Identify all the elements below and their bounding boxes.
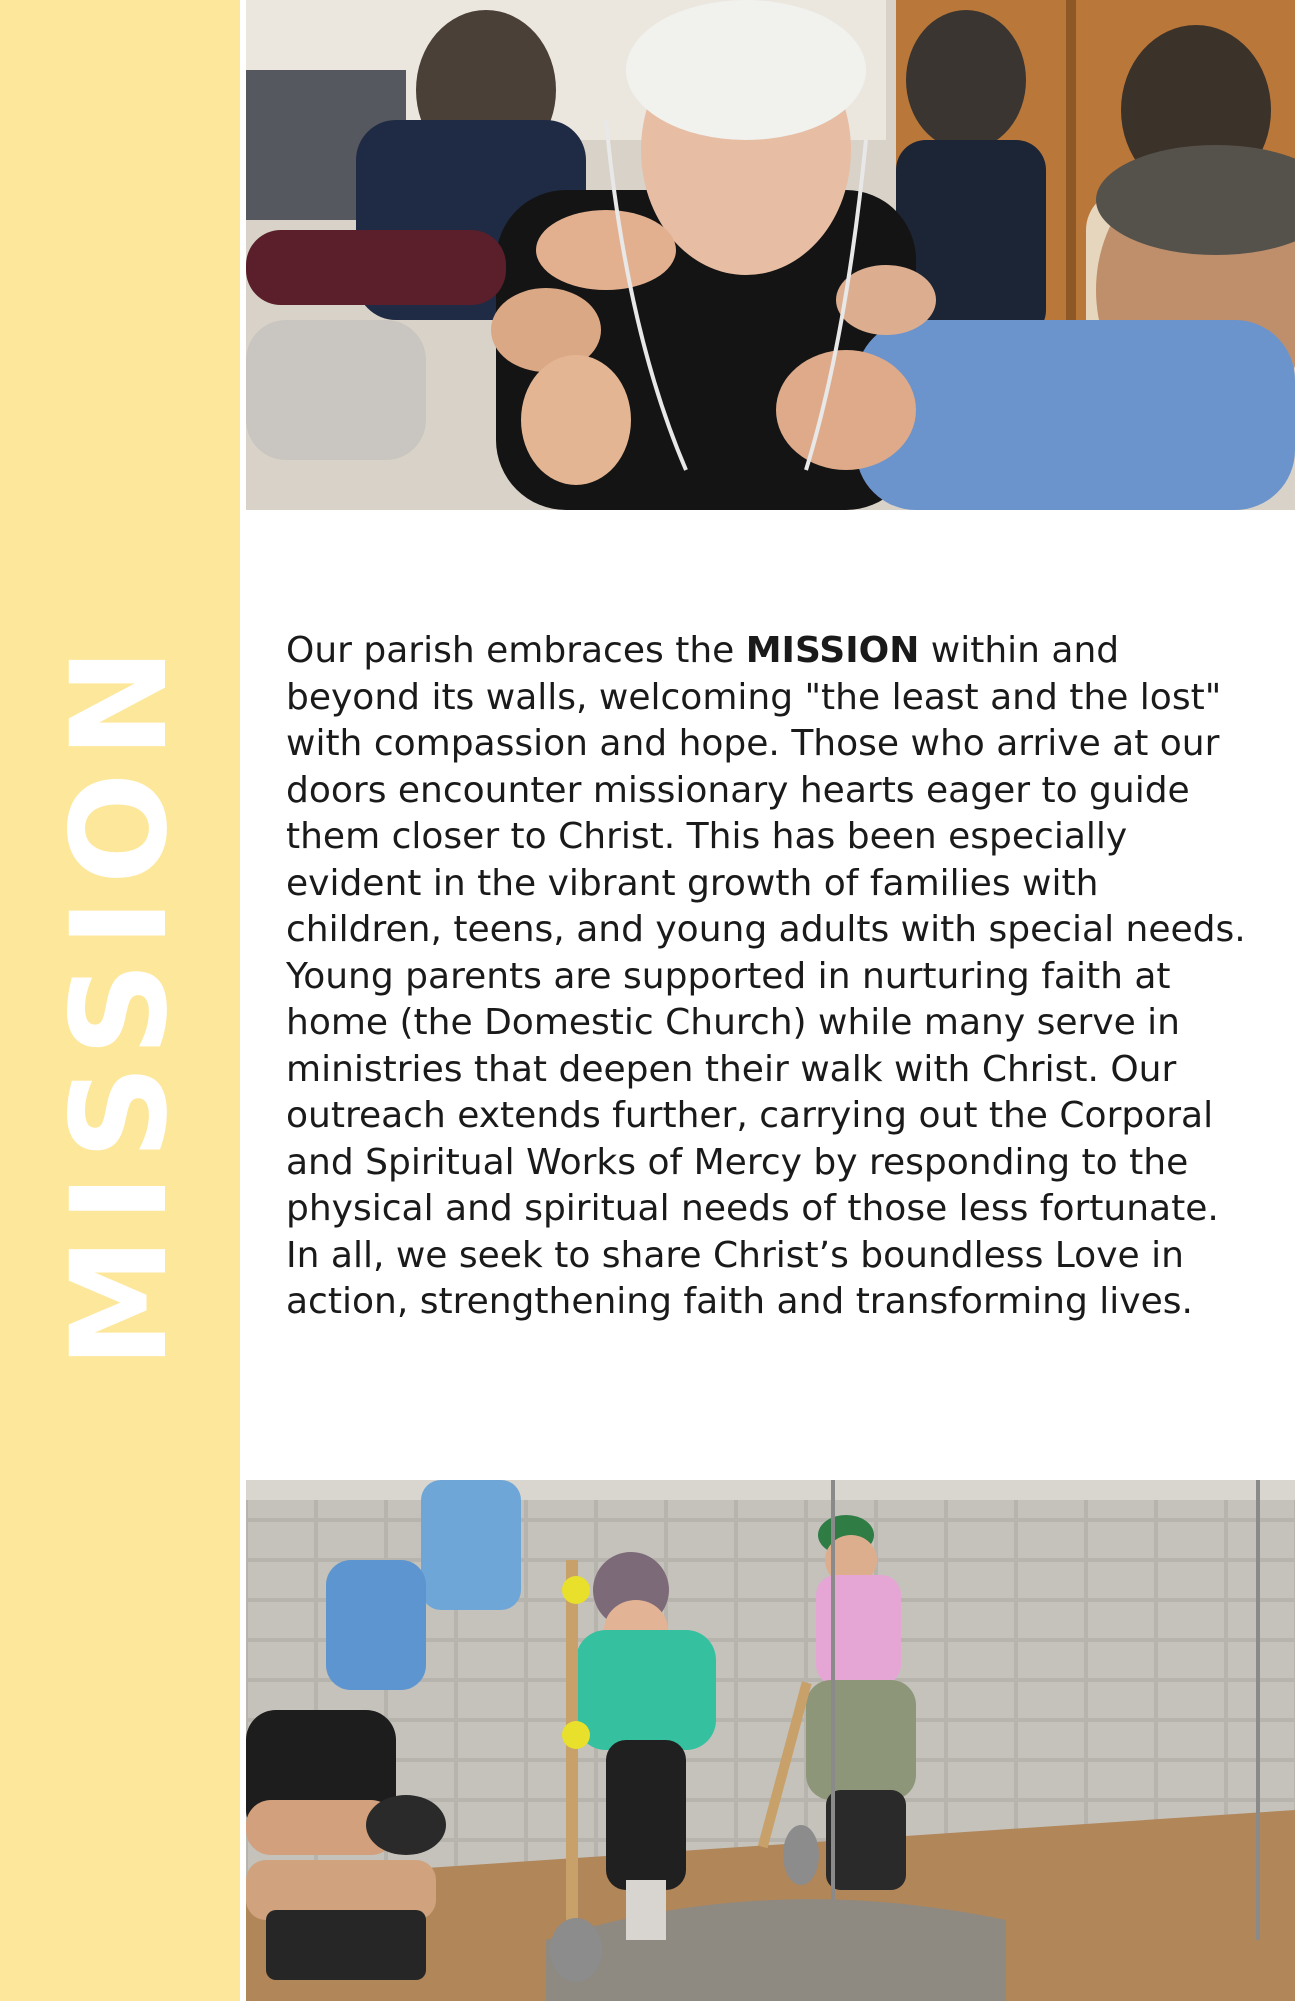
prayer-photo-illustration <box>246 0 1295 510</box>
construction-photo <box>246 1480 1295 2001</box>
mission-paragraph <box>286 628 1246 1326</box>
construction-photo-illustration <box>246 1480 1295 2001</box>
paragraph-lead: Our parish embraces the <box>286 630 746 671</box>
paragraph-rest: within and beyond its walls, welcoming "the least and the lost" with compassion and hope. Those who arrive at our doors encounter missionary hearts eager to guide them closer to Christ. This has been especially evident in the vibrant growth of families with children, teens, and young adults with special needs. Young parents are supported in nurturing faith at home (the Domestic Church) while many serve in ministries that deepen their walk with Christ. Our outreach extends further, carrying out the Corporal and Spiritual Works of Mercy by responding to the physical and spiritual needs of those less fortunate. In all, we seek to share Christ’s boundless Love in action, strengthening faith and transforming lives. <box>286 630 1246 1322</box>
side-band <box>0 0 240 2001</box>
section-title: MISSION <box>43 633 197 1369</box>
paragraph-emphasis: MISSION <box>745 630 920 671</box>
prayer-photo <box>246 0 1295 510</box>
